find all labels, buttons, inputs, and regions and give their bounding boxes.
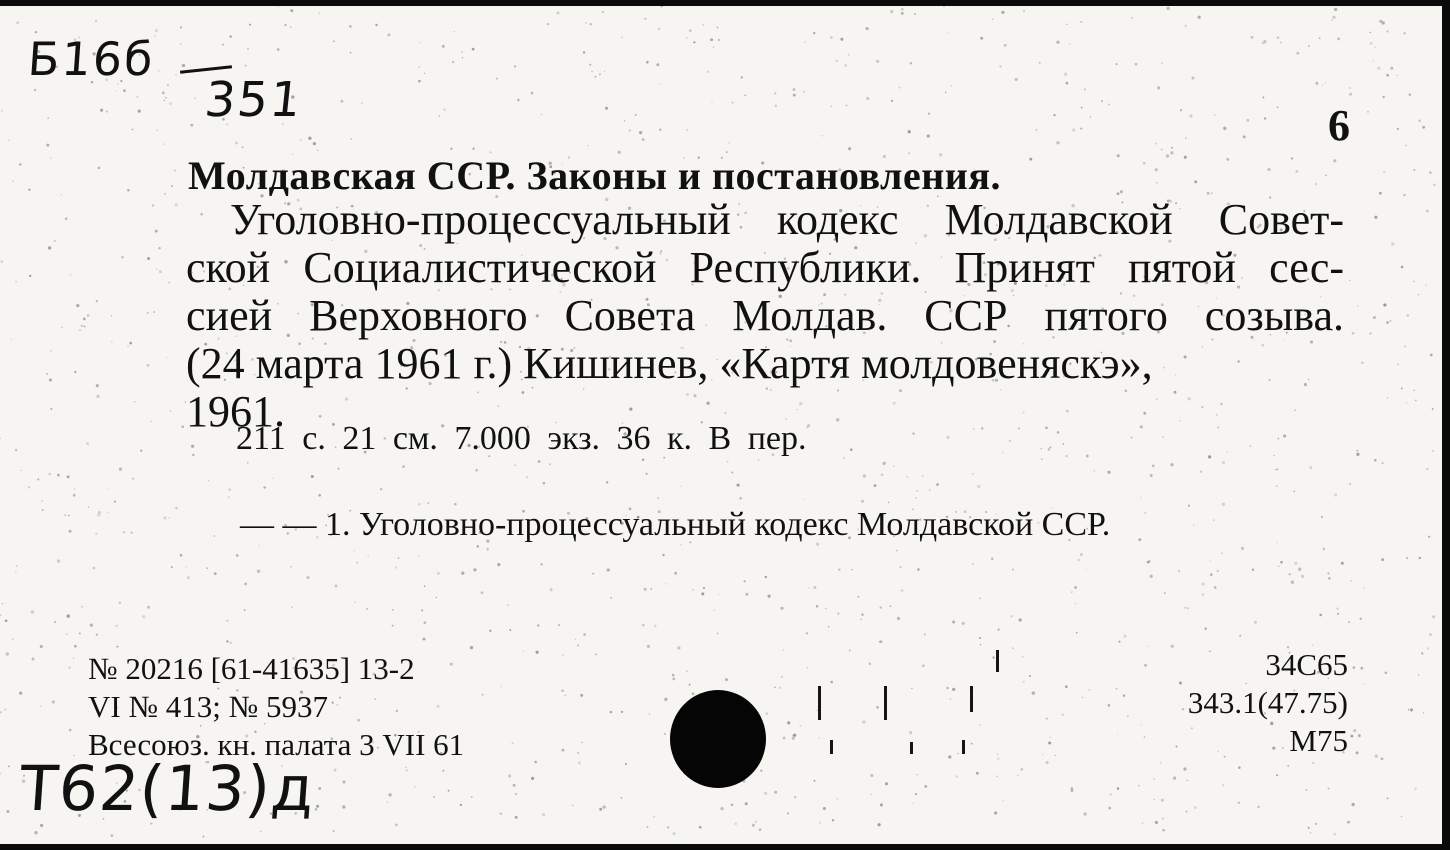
description-line: Уголовно-процессуальный кодекс Молдавской Совет- <box>230 195 1344 244</box>
shelfmark-top-right: 351 <box>202 72 306 128</box>
classification-line: 34С65 <box>1265 647 1348 682</box>
card-number: 6 <box>1328 101 1350 150</box>
bib-line: VI № 413; № 5937 <box>88 689 328 724</box>
description-line: (24 марта 1961 г.) Кишинев, «Картя молдовеняскэ», <box>186 339 1153 388</box>
scan-tick-mark <box>884 686 887 720</box>
card-right-edge <box>1442 0 1450 850</box>
description-line: ской Социалистической Республики. Принят пятой сес- <box>186 243 1344 292</box>
card-bottom-edge <box>0 844 1450 850</box>
scan-tick-mark <box>830 740 833 754</box>
card-top-edge <box>0 0 1450 6</box>
physical-description: 211 с. 21 см. 7.000 экз. 36 к. В пер. <box>236 420 807 457</box>
shelfmark-top-left: Б16б <box>26 32 157 86</box>
scan-tick-mark <box>962 740 965 754</box>
scan-tick-mark <box>910 742 913 754</box>
description-line: сией Верховного Совета Молдав. ССР пятого созыва. <box>186 291 1344 340</box>
shelfmark-bottom: Т62(13)д <box>17 752 318 825</box>
bib-line: № 20216 [61-41635] 13-2 <box>88 651 415 686</box>
classification-line: М75 <box>1289 723 1348 758</box>
bibliographic-block <box>88 650 464 764</box>
classification-block <box>1188 646 1348 760</box>
scan-tick-mark <box>996 650 999 672</box>
scan-tick-mark <box>970 686 973 712</box>
bib-line: Всесоюз. кн. палата 3 VII 61 <box>88 727 465 762</box>
classification-line: 343.1(47.75) <box>1187 685 1348 720</box>
scan-tick-mark <box>818 686 821 720</box>
description-body <box>186 196 1344 436</box>
subject-tracing: — — 1. Уголовно-процессуальный кодекс Молдавской ССР. <box>240 506 1111 543</box>
punch-hole <box>670 690 766 788</box>
description-line: 1961. <box>186 387 285 436</box>
heading: Молдавская ССР. Законы и постановления. <box>188 153 1001 198</box>
